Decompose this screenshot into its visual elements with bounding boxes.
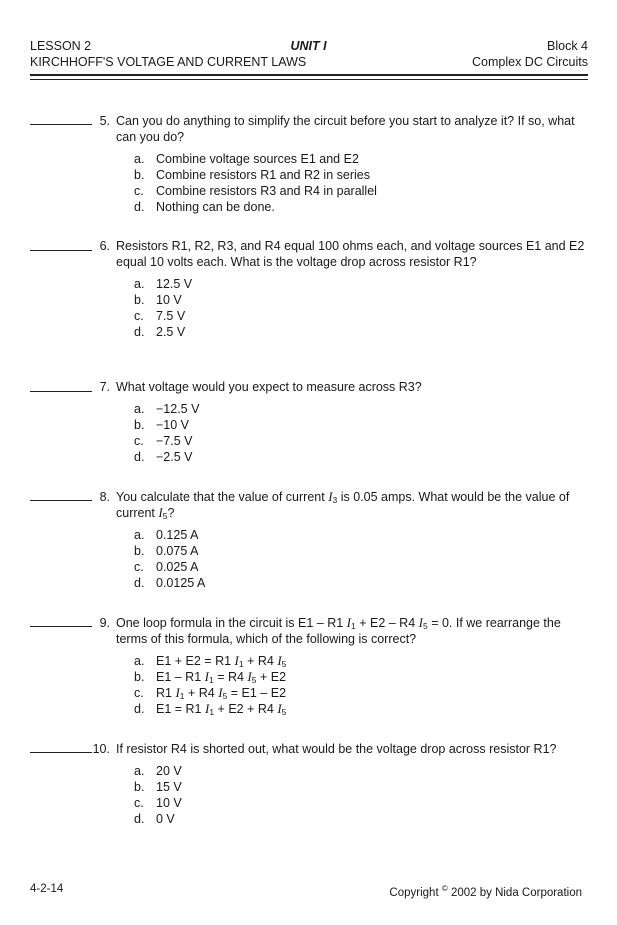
question-number: 7. (99, 380, 110, 394)
question-number: 5. (99, 114, 110, 128)
header-rule-thick (30, 74, 588, 76)
answer-blank[interactable] (30, 250, 92, 251)
block-label: Block 4 (547, 39, 588, 53)
option: a. 12.5 V (134, 277, 193, 291)
option: c. R1 $I_1 + R4$ $I_5 = E1 - E2$ (134, 685, 287, 701)
question-stem: Can you do anything to simplify the circuit before you start to analyze it? If so, what can you do? (116, 114, 575, 144)
option: d. Nothing can be done. (134, 200, 275, 214)
question-stem: One loop formula in the circuit is E1 – R1 $I_1 + E2 - R4$ $I_5 = 0$. If we rearrange the terms of this formula, which of the following is correct? (116, 615, 561, 646)
answer-blank[interactable] (30, 752, 92, 753)
question-stem: What voltage would you expect to measure across R3? (116, 380, 422, 394)
option: b. −10 V (134, 418, 190, 432)
lesson-title: KIRCHHOFF'S VOLTAGE AND CURRENT LAWS (30, 55, 307, 69)
question-number: 6. (99, 239, 110, 253)
question-6 (99, 238, 591, 340)
option: b. 15 V (134, 780, 182, 794)
option: b. 10 V (134, 293, 182, 307)
block-title: Complex DC Circuits (472, 55, 588, 69)
question-number: 8. (99, 490, 110, 504)
option: b. 0.075 A (134, 544, 199, 558)
question-7 (99, 379, 591, 465)
option: c. 7.5 V (134, 309, 186, 323)
option: c. 10 V (134, 796, 182, 810)
option: b. Combine resistors R1 and R2 in series (134, 168, 370, 182)
option: a. −12.5 V (134, 402, 200, 416)
question-number: 10. (92, 742, 110, 756)
answer-blank[interactable] (30, 626, 92, 627)
question-stem: Resistors R1, R2, R3, and R4 equal 100 ohms each, and voltage sources E1 and E2 equal 10 volts each. What is the voltage drop across resistor R1? (116, 239, 585, 269)
option: c. 0.025 A (134, 560, 199, 574)
question-stem: You calculate that the value of current $I_3$ is 0.05 amps. What would be the value of current $I_5$? (116, 489, 570, 521)
option: a. E1 + E2 = R1 $I_1 + R4$ $I_5$ (134, 653, 287, 669)
header-rule-thin (30, 79, 588, 80)
option: d. E1 = R1 $I_1 + E2 + R4$ $I_5$ (134, 701, 287, 717)
option: d. −2.5 V (134, 450, 193, 464)
question-stem: If resistor R4 is shorted out, what would be the voltage drop across resistor R1? (116, 742, 557, 756)
copyright: Copyright © 2002 by Nida Corporation (389, 884, 582, 899)
unit-label: UNIT I (290, 39, 327, 53)
option: b. E1 – R1 $I_1 = R4$ $I_5 + E2$ (134, 669, 287, 685)
page-number: 4-2-14 (30, 883, 64, 895)
question-9 (99, 615, 591, 717)
option: d. 0.0125 A (134, 576, 206, 590)
option: c. Combine resistors R3 and R4 in parallel (134, 184, 377, 198)
option: a. 0.125 A (134, 528, 199, 542)
question-10 (92, 741, 591, 827)
lesson-label: LESSON 2 (30, 39, 92, 53)
question-8 (99, 489, 591, 591)
answer-blank[interactable] (30, 391, 92, 392)
option: d. 2.5 V (134, 325, 186, 339)
option: a. Combine voltage sources E1 and E2 (134, 152, 359, 166)
answer-blank[interactable] (30, 500, 92, 501)
answer-blank[interactable] (30, 124, 92, 125)
option: c. −7.5 V (134, 434, 193, 448)
question-number: 9. (99, 616, 110, 630)
option: a. 20 V (134, 764, 182, 778)
option: d. 0 V (134, 812, 175, 826)
question-5 (99, 113, 591, 215)
